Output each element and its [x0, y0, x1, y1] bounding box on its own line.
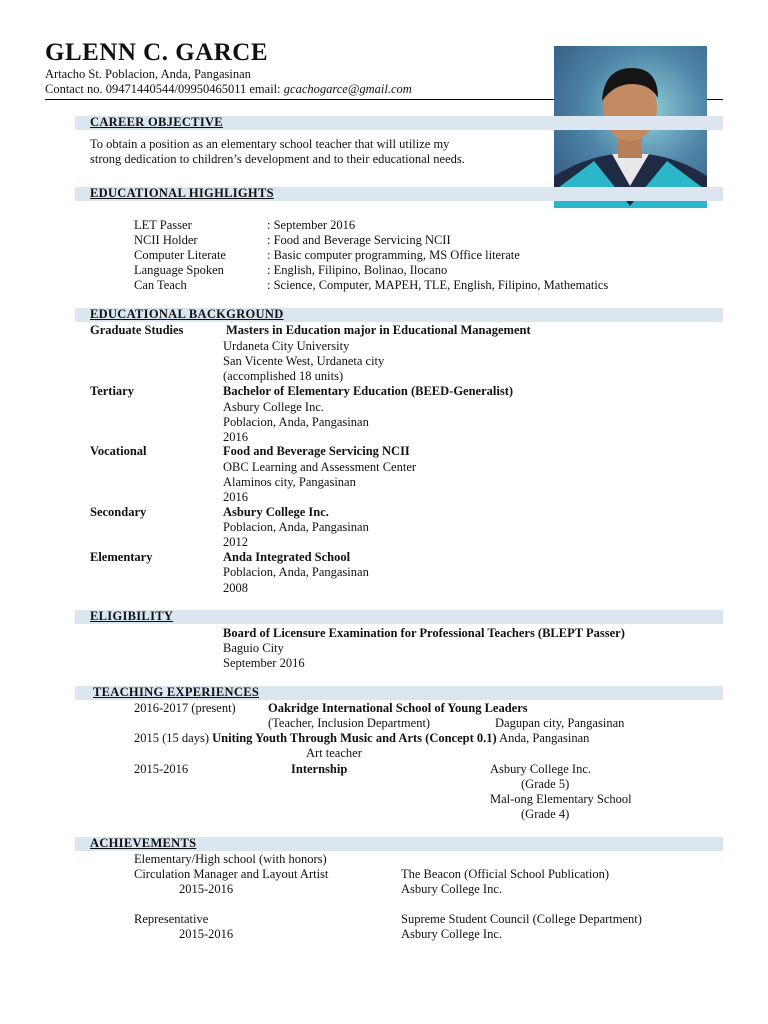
elementary-year: 2008	[223, 581, 248, 595]
highlight-label: NCII Holder	[134, 233, 198, 247]
experience-place: Anda, Pangasinan	[499, 731, 590, 745]
experience-role: Art teacher	[306, 746, 362, 760]
highlight-value: : Basic computer programming, MS Office literate	[267, 248, 520, 262]
achievement-school: Asbury College Inc.	[401, 882, 503, 896]
achievement-role: Circulation Manager and Layout Artist	[134, 867, 329, 881]
vocational-degree: Food and Beverage Servicing NCII	[223, 444, 410, 458]
experience-place: Dagupan city, Pangasinan	[495, 716, 625, 730]
achievement-year: 2015-2016	[179, 927, 234, 941]
secondary-year: 2012	[223, 535, 248, 549]
graduate-school: Urdaneta City University	[223, 339, 350, 353]
experience-school: Oakridge International School of Young Leaders	[268, 701, 528, 715]
section-header-teaching-experiences	[75, 686, 723, 700]
highlight-value: : Science, Computer, MAPEH, TLE, English, Filipino, Mathematics	[267, 278, 609, 292]
applicant-name: GLENN C. GARCE	[45, 39, 268, 66]
vocational-place: Alaminos city, Pangasinan	[223, 475, 356, 489]
experience-school: Mal-ong Elementary School	[490, 792, 632, 806]
experience-role: (Teacher, Inclusion Department)	[268, 716, 431, 730]
vocational-year: 2016	[223, 490, 248, 504]
email-link[interactable]: gcachogarce@gmail.com	[283, 82, 412, 96]
experience-org: Uniting Youth Through Music and Arts (Concept 0.1)	[212, 731, 497, 745]
address: Artacho St. Poblacion, Anda, Pangasinan	[45, 67, 251, 81]
eligibility-date: September 2016	[223, 656, 305, 670]
tertiary-school: Asbury College Inc.	[223, 400, 325, 414]
achievement-year: 2015-2016	[179, 882, 234, 896]
eligibility-exam: Board of Licensure Examination for Professional Teachers (BLEPT Passer)	[223, 626, 625, 640]
tertiary-place: Poblacion, Anda, Pangasinan	[223, 415, 369, 429]
secondary-label: Secondary	[90, 505, 147, 519]
graduate-place: San Vicente West, Urdaneta city	[223, 354, 385, 368]
elementary-label: Elementary	[90, 550, 153, 564]
highlight-label: Can Teach	[134, 278, 187, 292]
elementary-place: Poblacion, Anda, Pangasinan	[223, 565, 369, 579]
tertiary-label: Tertiary	[90, 384, 134, 398]
section-title: EDUCATIONAL BACKGROUND	[90, 307, 284, 321]
achievement-org: The Beacon (Official School Publication)	[401, 867, 610, 881]
highlight-value: : Food and Beverage Servicing NCII	[267, 233, 451, 247]
experience-line	[134, 731, 589, 746]
objective-line-1: To obtain a position as an elementary school teacher that will utilize my	[90, 137, 450, 151]
section-title: EDUCATIONAL HIGHLIGHTS	[90, 186, 274, 200]
section-header-career-objective	[75, 116, 723, 130]
experience-grade: (Grade 4)	[521, 807, 570, 821]
section-title: ELIGIBILITY	[90, 609, 174, 623]
graduate-degree: Masters in Education major in Educational Management	[226, 323, 531, 337]
vocational-label: Vocational	[90, 444, 147, 458]
achievement-honors: Elementary/High school (with honors)	[134, 852, 327, 866]
secondary-school: Asbury College Inc.	[223, 505, 329, 519]
section-title: ACHIEVEMENTS	[90, 836, 197, 850]
achievement-role: Representative	[134, 912, 209, 926]
highlight-value: : September 2016	[267, 218, 356, 232]
experience-type: Internship	[291, 762, 348, 776]
section-title: CAREER OBJECTIVE	[90, 115, 223, 129]
achievement-org: Supreme Student Council (College Department)	[401, 912, 642, 926]
highlight-label: Computer Literate	[134, 248, 226, 262]
graduate-note: (accomplished 18 units)	[223, 369, 344, 383]
experience-grade: (Grade 5)	[521, 777, 570, 791]
section-header-educational-highlights	[75, 187, 723, 201]
eligibility-place: Baguio City	[223, 641, 284, 655]
vocational-school: OBC Learning and Assessment Center	[223, 460, 417, 474]
tertiary-degree: Bachelor of Elementary Education (BEED-Generalist)	[223, 384, 514, 398]
secondary-place: Poblacion, Anda, Pangasinan	[223, 520, 369, 534]
experience-period: 2015-2016	[134, 762, 189, 776]
achievement-school: Asbury College Inc.	[401, 927, 503, 941]
section-header-achievements	[75, 837, 723, 851]
section-header-eligibility	[75, 610, 723, 624]
contact-numbers: Contact no. 09471440544/09950465011 email:	[45, 82, 281, 96]
experience-period: 2016-2017 (present)	[134, 701, 236, 715]
experience-school: Asbury College Inc.	[490, 762, 592, 776]
graduate-label: Graduate Studies	[90, 323, 184, 337]
section-header-educational-background	[75, 308, 723, 322]
contact-line	[45, 82, 412, 97]
highlight-label: LET Passer	[134, 218, 192, 232]
highlight-label: Language Spoken	[134, 263, 224, 277]
objective-line-2: strong dedication to children’s development and to their educational needs.	[90, 152, 465, 166]
section-title: TEACHING EXPERIENCES	[93, 685, 260, 699]
highlight-value: : English, Filipino, Bolinao, Ilocano	[267, 263, 448, 277]
elementary-school: Anda Integrated School	[223, 550, 351, 564]
tertiary-year: 2016	[223, 430, 248, 444]
experience-period: 2015 (15 days)	[134, 731, 209, 745]
